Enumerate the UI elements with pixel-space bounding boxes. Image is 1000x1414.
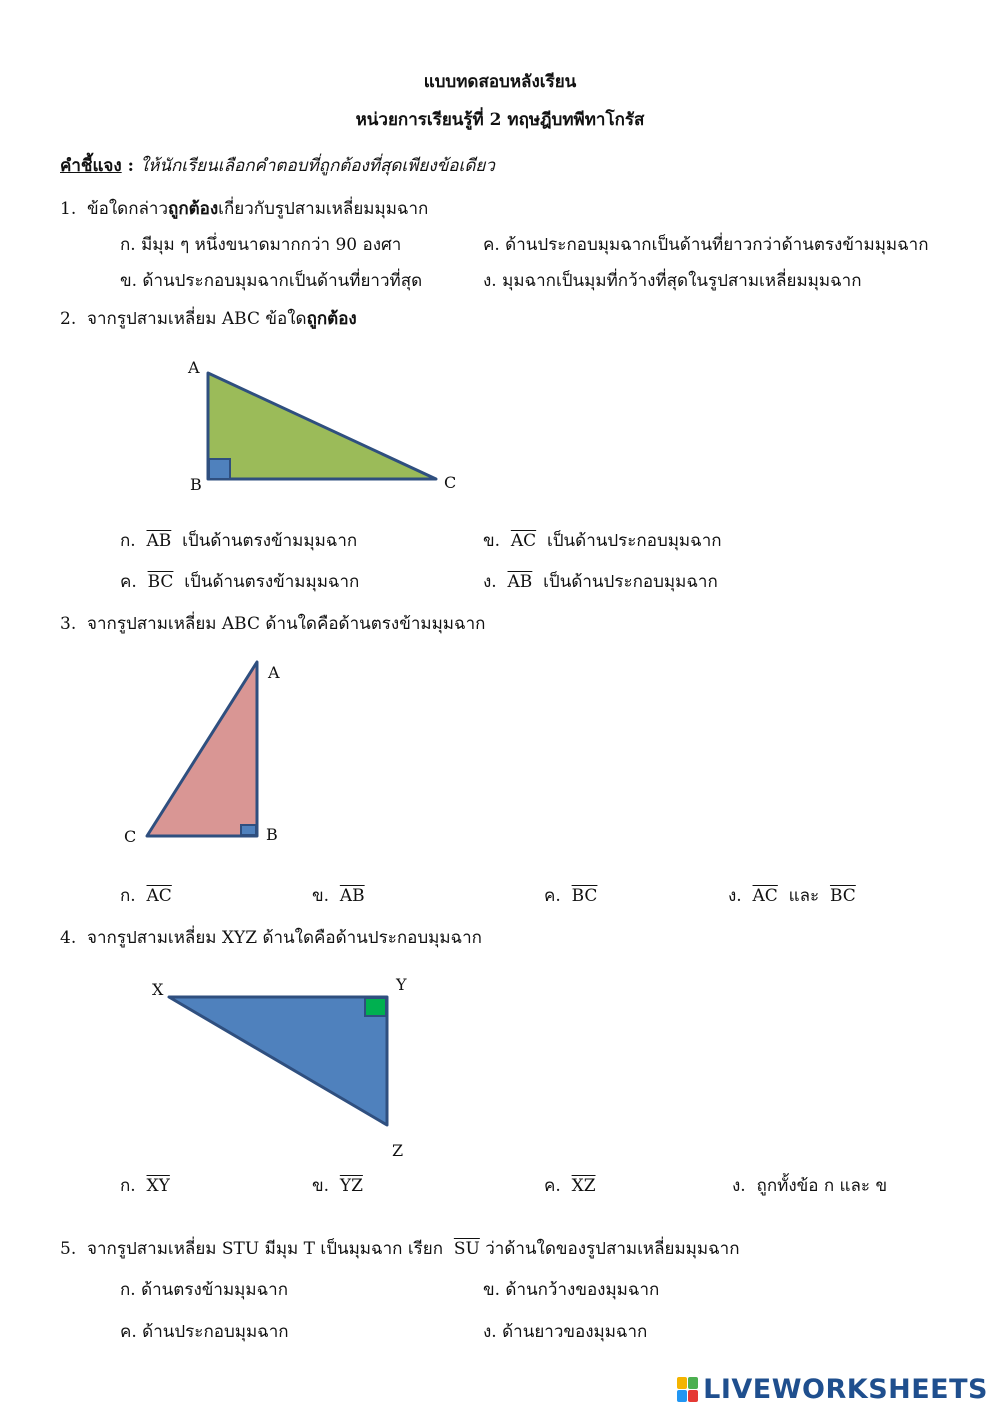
question-text: จากรูปสามเหลี่ยม ABC ข้อใด [87,309,307,329]
option-text: เป็นด้านตรงข้ามมุมฉาก [182,531,358,551]
option-prefix: ข. [312,1176,330,1196]
segment: $\overline{XZ}$ [571,1176,596,1196]
option-and: และ [788,886,820,906]
option-text: เป็นด้านตรงข้ามมุมฉาก [184,572,360,592]
option-prefix: ข. [312,886,330,906]
q3-option-a[interactable] [120,882,172,909]
segment: $\overline{AB}$ [507,572,533,592]
q2-option-a[interactable] [120,527,357,554]
q4-vertex-x: X [152,980,164,999]
segment: $\overline{BC}$ [571,886,598,906]
q1-option-c[interactable]: ค. ด้านประกอบมุมฉากเป็นด้านที่ยาวกว่าด้านตรงข้ามมุมฉาก [483,235,929,255]
q5-option-b[interactable]: ข. ด้านกว้างของมุมฉาก [483,1280,660,1300]
question-number: 4. [60,928,77,948]
option-text: เป็นด้านประกอบมุมฉาก [543,572,718,592]
liveworksheets-logo [677,1374,988,1405]
q5-option-a[interactable]: ก. ด้านตรงข้ามมุมฉาก [120,1280,288,1300]
q2-triangle [208,373,436,479]
question-number: 5. [60,1239,77,1259]
question-text-end: ว่าด้านใดของรูปสามเหลี่ยมมุมฉาก [485,1239,740,1259]
q4-vertex-y: Y [396,975,407,994]
q3-option-b[interactable] [312,882,365,909]
question-3 [60,610,485,637]
q1-option-b[interactable]: ข. ด้านประกอบมุมฉากเป็นด้านที่ยาวที่สุด [120,271,423,291]
question-4 [60,924,482,951]
q1-option-a[interactable]: ก. มีมุม ๆ หนึ่งขนาดมากกว่า 90 องศา [120,235,402,255]
q4-vertex-z: Z [392,1141,404,1160]
question-number: 2. [60,309,77,329]
option-prefix: ง. [483,572,497,592]
q2-option-b[interactable] [483,527,722,554]
segment: $\overline{AB}$ [339,886,365,906]
option-prefix: ง. [732,1176,746,1196]
segment: $\overline{AC}$ [752,886,778,906]
option-prefix: ค. [544,1176,561,1196]
q3-option-c[interactable] [544,882,597,909]
q3-vertex-c: C [124,827,137,846]
segment: $\overline{BC}$ [147,572,174,592]
q3-vertex-b: B [266,825,278,844]
option-prefix: ค. [544,886,561,906]
q3-triangle [147,662,257,836]
question-number: 1. [60,199,77,219]
q2-option-c[interactable] [120,568,359,595]
question-emphasis: ถูกต้อง [306,309,357,329]
option-prefix: ค. [120,572,137,592]
question-emphasis: ถูกต้อง [168,199,219,219]
q4-triangle [169,997,387,1125]
q4-option-d[interactable] [732,1172,887,1199]
segment: $\overline{AC}$ [510,531,537,551]
segment: $\overline{AC}$ [146,886,172,906]
option-text: เป็นด้านประกอบมุมฉาก [546,531,722,551]
instruction-label: คำชี้แจง [60,156,122,176]
q5-option-d[interactable]: ง. ด้านยาวของมุมฉาก [483,1322,648,1342]
q1-option-d[interactable]: ง. มุมฉากเป็นมุมที่กว้างที่สุดในรูปสามเหลี่ยมมุมฉาก [483,271,862,291]
q2-vertex-a: A [188,358,200,377]
q4-option-b[interactable] [312,1172,363,1199]
q2-right-angle-marker [209,459,230,479]
segment: $\overline{YZ}$ [339,1176,363,1196]
question-number: 3. [60,614,77,634]
segment: $\overline{XY}$ [146,1176,170,1196]
segment: $\overline{BC}$ [829,886,856,906]
question-text: จากรูปสามเหลี่ยม XYZ ด้านใดคือด้านประกอบมุมฉาก [87,928,482,948]
question-text: จากรูปสามเหลี่ยม ABC ด้านใดคือด้านตรงข้ามมุมฉาก [87,614,486,634]
option-prefix: ง. [728,886,742,906]
q5-option-c[interactable]: ค. ด้านประกอบมุมฉาก [120,1322,289,1342]
option-text: ถูกทั้งข้อ ก และ ข [756,1176,888,1196]
q3-right-angle-marker [241,825,256,835]
option-prefix: ข. [483,531,501,551]
q4-option-c[interactable] [544,1172,596,1199]
segment: $\overline{SU}$ [453,1239,480,1259]
q4-right-angle-marker [365,998,386,1016]
page-subtitle: หน่วยการเรียนรู้ที่ 2 ทฤษฎีบทพีทาโกรัส [355,110,645,130]
q2-vertex-c: C [444,473,457,492]
option-prefix: ก. [120,531,136,551]
question-text-end: เกี่ยวกับรูปสามเหลี่ยมมุมฉาก [218,199,429,219]
page-title: แบบทดสอบหลังเรียน [423,72,577,92]
question-5 [60,1235,740,1262]
q2-vertex-b: B [190,475,202,494]
instruction-colon: : [121,156,140,176]
q3-option-d[interactable] [728,882,856,909]
logo-icon [677,1377,699,1403]
q2-option-d[interactable] [483,568,718,595]
question-text: จากรูปสามเหลี่ยม STU มีมุม T เป็นมุมฉาก เรียก [87,1239,444,1259]
option-prefix: ก. [120,1176,136,1196]
question-text: ข้อใดกล่าว [87,199,169,219]
q4-option-a[interactable] [120,1172,170,1199]
q3-vertex-a: A [268,663,280,682]
instruction-text: ให้นักเรียนเลือกคำตอบที่ถูกต้องที่สุดเพียงข้อเดียว [139,156,495,176]
segment: $\overline{AB}$ [146,531,172,551]
option-prefix: ก. [120,886,136,906]
logo-text: LIVEWORKSHEETS [703,1374,988,1405]
